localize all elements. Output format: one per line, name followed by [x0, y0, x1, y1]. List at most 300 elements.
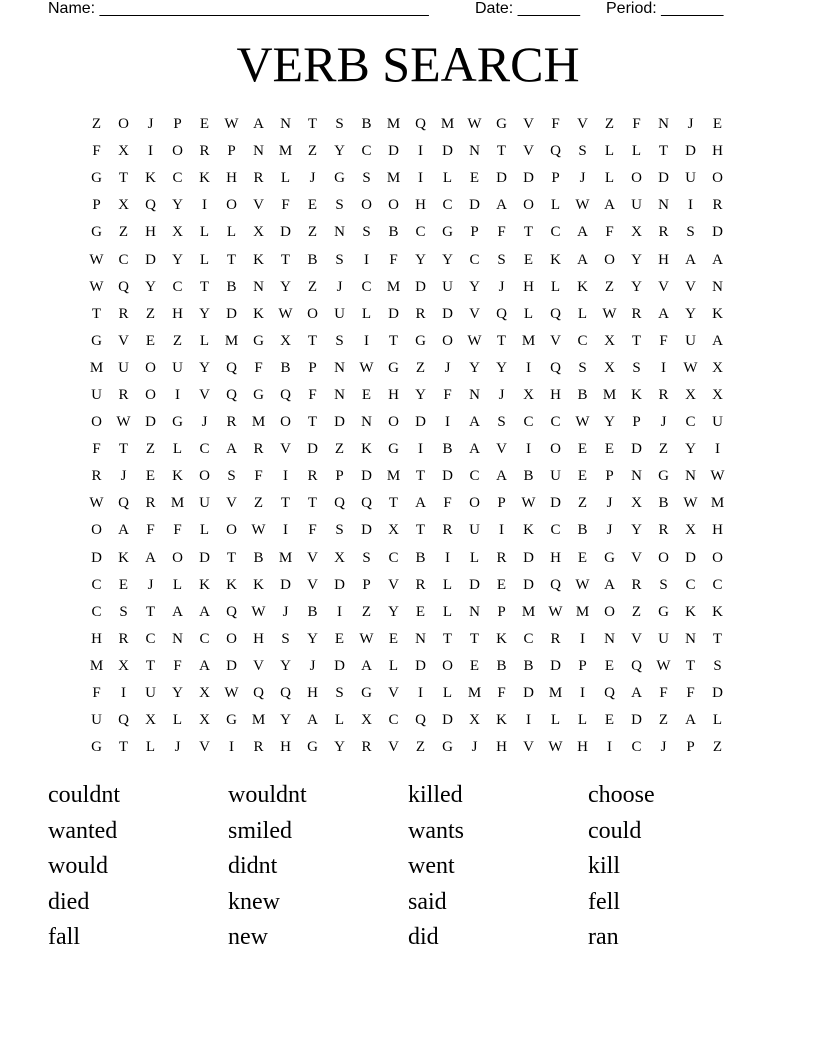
grid-letter[interactable]: D — [442, 305, 453, 322]
grid-letter[interactable]: T — [523, 224, 534, 241]
grid-letter[interactable]: B — [496, 657, 507, 674]
grid-letter[interactable]: E — [604, 441, 615, 458]
grid-letter[interactable]: I — [418, 441, 423, 458]
grid-letter[interactable]: R — [118, 630, 129, 647]
grid-letter[interactable]: S — [659, 576, 668, 593]
grid-letter[interactable]: A — [118, 522, 129, 539]
grid-letter[interactable]: K — [577, 278, 588, 295]
grid-letter[interactable]: M — [521, 332, 536, 349]
grid-letter[interactable]: Q — [631, 657, 642, 674]
grid-letter[interactable]: C — [415, 224, 426, 241]
grid-letter[interactable]: Y — [388, 603, 399, 620]
grid-letter[interactable]: Z — [658, 712, 669, 729]
grid-letter[interactable]: B — [226, 278, 237, 295]
grid-letter[interactable]: S — [227, 468, 236, 485]
grid-letter[interactable]: D — [145, 414, 156, 431]
grid-letter[interactable]: T — [118, 170, 129, 187]
grid-letter[interactable]: O — [226, 630, 237, 647]
grid-letter[interactable]: W — [548, 739, 563, 756]
grid-letter[interactable]: X — [631, 224, 642, 241]
grid-letter[interactable]: Z — [91, 116, 102, 133]
grid-letter[interactable]: F — [632, 116, 641, 133]
grid-letter[interactable]: H — [307, 685, 318, 702]
grid-letter[interactable]: C — [172, 170, 183, 187]
grid-letter[interactable]: E — [199, 116, 210, 133]
grid-letter[interactable]: I — [364, 332, 369, 349]
grid-letter[interactable]: P — [632, 414, 641, 431]
grid-letter[interactable]: J — [471, 739, 478, 756]
grid-letter[interactable]: A — [685, 712, 696, 729]
grid-letter[interactable]: G — [442, 224, 453, 241]
grid-letter[interactable]: G — [91, 224, 102, 241]
grid-letter[interactable]: A — [577, 251, 588, 268]
grid-letter[interactable]: D — [280, 224, 291, 241]
grid-letter[interactable]: L — [172, 576, 183, 593]
grid-letter[interactable]: I — [148, 143, 153, 160]
grid-letter[interactable]: D — [442, 712, 453, 729]
grid-letter[interactable]: P — [227, 143, 236, 160]
grid-letter[interactable]: G — [253, 386, 264, 403]
grid-letter[interactable]: Q — [118, 278, 129, 295]
grid-letter[interactable]: F — [308, 386, 317, 403]
grid-letter[interactable]: C — [685, 576, 696, 593]
grid-letter[interactable]: V — [685, 278, 696, 295]
grid-letter[interactable]: D — [685, 549, 696, 566]
grid-letter[interactable]: W — [683, 359, 698, 376]
grid-letter[interactable]: M — [467, 685, 482, 702]
grid-letter[interactable]: T — [307, 414, 318, 431]
grid-letter[interactable]: V — [118, 332, 129, 349]
grid-letter[interactable]: Z — [631, 603, 642, 620]
grid-letter[interactable]: Y — [631, 522, 642, 539]
grid-letter[interactable]: M — [224, 332, 239, 349]
grid-letter[interactable]: L — [388, 657, 399, 674]
grid-letter[interactable]: H — [712, 143, 723, 160]
grid-letter[interactable]: D — [334, 657, 345, 674]
grid-letter[interactable]: J — [282, 603, 289, 620]
grid-letter[interactable]: D — [658, 170, 669, 187]
grid-letter[interactable]: U — [91, 712, 102, 729]
grid-letter[interactable]: T — [469, 630, 480, 647]
grid-letter[interactable]: Q — [550, 305, 561, 322]
grid-letter[interactable]: R — [145, 495, 156, 512]
grid-letter[interactable]: R — [658, 386, 669, 403]
grid-letter[interactable]: I — [283, 522, 288, 539]
grid-letter[interactable]: U — [658, 630, 669, 647]
grid-letter[interactable]: M — [386, 170, 401, 187]
grid-letter[interactable]: X — [523, 386, 534, 403]
grid-letter[interactable]: W — [575, 414, 590, 431]
grid-letter[interactable]: X — [685, 522, 696, 539]
grid-letter[interactable]: P — [173, 116, 182, 133]
grid-letter[interactable]: Y — [172, 197, 183, 214]
grid-letter[interactable]: X — [118, 197, 129, 214]
grid-letter[interactable]: W — [89, 495, 104, 512]
grid-letter[interactable]: T — [307, 116, 318, 133]
grid-letter[interactable]: J — [174, 739, 181, 756]
grid-letter[interactable]: G — [91, 170, 102, 187]
grid-letter[interactable]: C — [685, 414, 696, 431]
grid-letter[interactable]: B — [253, 549, 264, 566]
grid-letter[interactable]: J — [309, 657, 316, 674]
grid-letter[interactable]: G — [361, 685, 372, 702]
grid-letter[interactable]: N — [334, 224, 345, 241]
grid-letter[interactable]: N — [685, 630, 696, 647]
grid-letter[interactable]: K — [712, 603, 723, 620]
grid-letter[interactable]: N — [172, 630, 183, 647]
grid-letter[interactable]: V — [388, 685, 399, 702]
grid-letter[interactable]: D — [415, 278, 426, 295]
grid-letter[interactable]: R — [307, 468, 318, 485]
grid-letter[interactable]: C — [388, 549, 399, 566]
grid-letter[interactable]: L — [577, 712, 588, 729]
grid-letter[interactable]: T — [280, 495, 291, 512]
grid-letter[interactable]: H — [712, 522, 723, 539]
grid-letter[interactable]: X — [361, 712, 372, 729]
grid-letter[interactable]: O — [523, 197, 534, 214]
grid-letter[interactable]: I — [499, 522, 504, 539]
grid-letter[interactable]: A — [226, 441, 237, 458]
grid-letter[interactable]: L — [604, 170, 615, 187]
grid-letter[interactable]: K — [685, 603, 696, 620]
grid-letter[interactable]: W — [224, 685, 239, 702]
grid-letter[interactable]: P — [497, 603, 506, 620]
grid-letter[interactable]: J — [498, 278, 505, 295]
grid-letter[interactable]: N — [280, 116, 291, 133]
grid-letter[interactable]: R — [442, 522, 453, 539]
grid-letter[interactable]: V — [523, 143, 534, 160]
grid-letter[interactable]: J — [606, 495, 613, 512]
grid-letter[interactable]: J — [309, 170, 316, 187]
grid-letter[interactable]: T — [118, 441, 129, 458]
grid-letter[interactable]: V — [307, 549, 318, 566]
grid-letter[interactable]: W — [251, 522, 266, 539]
grid-letter[interactable]: A — [469, 414, 480, 431]
grid-letter[interactable]: V — [199, 739, 210, 756]
grid-letter[interactable]: F — [281, 197, 290, 214]
grid-letter[interactable]: G — [253, 332, 264, 349]
grid-letter[interactable]: F — [605, 224, 614, 241]
grid-letter[interactable]: A — [496, 468, 507, 485]
grid-letter[interactable]: J — [201, 414, 208, 431]
grid-letter[interactable]: G — [442, 739, 453, 756]
grid-letter[interactable]: J — [606, 522, 613, 539]
grid-letter[interactable]: V — [388, 739, 399, 756]
grid-letter[interactable]: Y — [172, 251, 183, 268]
grid-letter[interactable]: X — [118, 657, 129, 674]
grid-letter[interactable]: O — [388, 414, 399, 431]
grid-letter[interactable]: C — [712, 576, 723, 593]
grid-letter[interactable]: T — [91, 305, 102, 322]
grid-letter[interactable]: Q — [550, 359, 561, 376]
grid-letter[interactable]: S — [119, 603, 128, 620]
grid-letter[interactable]: O — [469, 495, 480, 512]
grid-letter[interactable]: S — [497, 414, 506, 431]
grid-letter[interactable]: Q — [550, 143, 561, 160]
grid-letter[interactable]: Z — [145, 305, 156, 322]
grid-letter[interactable]: M — [278, 143, 293, 160]
grid-letter[interactable]: M — [548, 685, 563, 702]
grid-letter[interactable]: Q — [280, 685, 291, 702]
grid-letter[interactable]: I — [688, 197, 693, 214]
grid-letter[interactable]: K — [523, 522, 534, 539]
grid-letter[interactable]: Z — [415, 739, 426, 756]
grid-letter[interactable]: M — [575, 603, 590, 620]
grid-letter[interactable]: M — [278, 549, 293, 566]
grid-letter[interactable]: N — [469, 143, 480, 160]
grid-letter[interactable]: A — [199, 657, 210, 674]
grid-letter[interactable]: K — [631, 386, 642, 403]
grid-letter[interactable]: Y — [631, 278, 642, 295]
grid-letter[interactable]: L — [280, 170, 291, 187]
grid-letter[interactable]: V — [280, 441, 291, 458]
grid-letter[interactable]: N — [334, 386, 345, 403]
grid-letter[interactable]: I — [364, 251, 369, 268]
grid-letter[interactable]: C — [442, 197, 453, 214]
grid-letter[interactable]: L — [199, 522, 210, 539]
grid-letter[interactable]: G — [172, 414, 183, 431]
grid-letter[interactable]: U — [172, 359, 183, 376]
grid-letter[interactable]: O — [361, 197, 372, 214]
grid-letter[interactable]: T — [226, 251, 237, 268]
grid-letter[interactable]: I — [580, 685, 585, 702]
grid-letter[interactable]: I — [283, 468, 288, 485]
grid-letter[interactable]: D — [388, 143, 399, 160]
grid-letter[interactable]: I — [418, 170, 423, 187]
grid-letter[interactable]: C — [361, 143, 372, 160]
grid-letter[interactable]: H — [658, 251, 669, 268]
grid-letter[interactable]: F — [686, 685, 695, 702]
grid-letter[interactable]: Z — [604, 116, 615, 133]
grid-letter[interactable]: C — [388, 712, 399, 729]
grid-letter[interactable]: C — [199, 630, 210, 647]
grid-letter[interactable]: Y — [307, 630, 318, 647]
grid-letter[interactable]: T — [145, 603, 156, 620]
grid-letter[interactable]: R — [361, 739, 372, 756]
grid-letter[interactable]: E — [523, 251, 534, 268]
grid-letter[interactable]: K — [496, 630, 507, 647]
grid-letter[interactable]: D — [415, 414, 426, 431]
grid-letter[interactable]: F — [443, 495, 452, 512]
grid-letter[interactable]: L — [226, 224, 237, 241]
grid-letter[interactable]: V — [253, 197, 264, 214]
grid-letter[interactable]: T — [118, 739, 129, 756]
grid-letter[interactable]: I — [445, 414, 450, 431]
grid-letter[interactable]: B — [577, 522, 588, 539]
grid-letter[interactable]: I — [418, 685, 423, 702]
grid-letter[interactable]: N — [658, 197, 669, 214]
grid-letter[interactable]: L — [199, 251, 210, 268]
grid-letter[interactable]: A — [469, 441, 480, 458]
grid-letter[interactable]: S — [335, 685, 344, 702]
grid-letter[interactable]: Y — [415, 386, 426, 403]
grid-letter[interactable]: R — [253, 170, 264, 187]
grid-letter[interactable]: O — [604, 603, 615, 620]
grid-letter[interactable]: S — [335, 197, 344, 214]
grid-letter[interactable]: D — [442, 143, 453, 160]
grid-letter[interactable]: T — [631, 332, 642, 349]
grid-letter[interactable]: V — [388, 576, 399, 593]
grid-letter[interactable]: L — [550, 712, 561, 729]
grid-letter[interactable]: Z — [253, 495, 264, 512]
grid-letter[interactable]: R — [658, 522, 669, 539]
grid-letter[interactable]: W — [575, 197, 590, 214]
grid-letter[interactable]: Y — [496, 359, 507, 376]
grid-letter[interactable]: C — [172, 278, 183, 295]
grid-letter[interactable]: M — [89, 657, 104, 674]
grid-letter[interactable]: D — [631, 712, 642, 729]
grid-letter[interactable]: P — [578, 657, 587, 674]
grid-letter[interactable]: E — [604, 712, 615, 729]
grid-letter[interactable]: E — [712, 116, 723, 133]
grid-letter[interactable]: V — [631, 630, 642, 647]
grid-letter[interactable]: K — [145, 170, 156, 187]
grid-letter[interactable]: H — [172, 305, 183, 322]
grid-letter[interactable]: J — [579, 170, 586, 187]
grid-letter[interactable]: R — [658, 224, 669, 241]
grid-letter[interactable]: L — [631, 143, 642, 160]
grid-letter[interactable]: T — [388, 495, 399, 512]
grid-letter[interactable]: Q — [415, 116, 426, 133]
grid-letter[interactable]: Z — [307, 143, 318, 160]
grid-letter[interactable]: G — [415, 332, 426, 349]
grid-letter[interactable]: N — [712, 278, 723, 295]
grid-letter[interactable]: O — [280, 414, 291, 431]
grid-letter[interactable]: B — [280, 359, 291, 376]
grid-letter[interactable]: H — [280, 739, 291, 756]
grid-letter[interactable]: D — [712, 224, 723, 241]
grid-letter[interactable]: D — [550, 495, 561, 512]
grid-letter[interactable]: D — [226, 305, 237, 322]
grid-letter[interactable]: P — [497, 495, 506, 512]
grid-letter[interactable]: C — [550, 522, 561, 539]
grid-letter[interactable]: G — [91, 332, 102, 349]
grid-letter[interactable]: U — [199, 495, 210, 512]
grid-letter[interactable]: M — [170, 495, 185, 512]
grid-letter[interactable]: M — [89, 359, 104, 376]
grid-letter[interactable]: O — [118, 116, 129, 133]
grid-letter[interactable]: W — [278, 305, 293, 322]
grid-letter[interactable]: Q — [118, 495, 129, 512]
grid-letter[interactable]: D — [199, 549, 210, 566]
grid-letter[interactable]: Y — [685, 305, 696, 322]
grid-letter[interactable]: C — [631, 739, 642, 756]
grid-letter[interactable]: X — [712, 359, 723, 376]
grid-letter[interactable]: J — [444, 359, 451, 376]
grid-letter[interactable]: F — [659, 332, 668, 349]
grid-letter[interactable]: K — [199, 170, 210, 187]
grid-letter[interactable]: L — [469, 549, 480, 566]
grid-letter[interactable]: D — [469, 576, 480, 593]
grid-letter[interactable]: H — [145, 224, 156, 241]
grid-letter[interactable]: U — [118, 359, 129, 376]
grid-letter[interactable]: A — [631, 685, 642, 702]
grid-letter[interactable]: D — [226, 657, 237, 674]
grid-letter[interactable]: S — [686, 224, 695, 241]
grid-letter[interactable]: R — [631, 305, 642, 322]
grid-letter[interactable]: I — [607, 739, 612, 756]
grid-letter[interactable]: H — [253, 630, 264, 647]
grid-letter[interactable]: U — [145, 685, 156, 702]
grid-letter[interactable]: H — [388, 386, 399, 403]
grid-letter[interactable]: U — [91, 386, 102, 403]
grid-letter[interactable]: Y — [415, 251, 426, 268]
grid-letter[interactable]: V — [658, 278, 669, 295]
grid-letter[interactable]: T — [199, 278, 210, 295]
grid-letter[interactable]: T — [307, 495, 318, 512]
grid-letter[interactable]: N — [361, 414, 372, 431]
grid-letter[interactable]: A — [604, 576, 615, 593]
grid-letter[interactable]: V — [550, 332, 561, 349]
grid-letter[interactable]: R — [91, 468, 102, 485]
grid-letter[interactable]: B — [307, 603, 318, 620]
grid-letter[interactable]: E — [469, 170, 480, 187]
grid-letter[interactable]: H — [550, 549, 561, 566]
grid-letter[interactable]: Y — [604, 414, 615, 431]
grid-letter[interactable]: Y — [280, 712, 291, 729]
grid-letter[interactable]: G — [334, 170, 345, 187]
grid-letter[interactable]: O — [604, 251, 615, 268]
grid-letter[interactable]: I — [175, 386, 180, 403]
grid-letter[interactable]: B — [577, 386, 588, 403]
grid-letter[interactable]: N — [658, 116, 669, 133]
grid-letter[interactable]: Z — [118, 224, 129, 241]
grid-letter[interactable]: I — [445, 549, 450, 566]
grid-letter[interactable]: U — [550, 468, 561, 485]
grid-letter[interactable]: D — [523, 549, 534, 566]
grid-letter[interactable]: M — [251, 414, 266, 431]
grid-letter[interactable]: E — [577, 441, 588, 458]
grid-letter[interactable]: R — [118, 305, 129, 322]
grid-letter[interactable]: D — [550, 657, 561, 674]
grid-letter[interactable]: C — [199, 441, 210, 458]
grid-letter[interactable]: C — [469, 251, 480, 268]
grid-letter[interactable]: U — [469, 522, 480, 539]
grid-letter[interactable]: F — [497, 224, 506, 241]
grid-letter[interactable]: W — [359, 630, 374, 647]
grid-letter[interactable]: L — [442, 170, 453, 187]
grid-letter[interactable]: E — [145, 468, 156, 485]
grid-letter[interactable]: G — [496, 116, 507, 133]
grid-letter[interactable]: K — [361, 441, 372, 458]
grid-letter[interactable]: R — [496, 549, 507, 566]
grid-letter[interactable]: K — [226, 576, 237, 593]
grid-letter[interactable]: U — [712, 414, 723, 431]
grid-letter[interactable]: E — [604, 657, 615, 674]
grid-letter[interactable]: N — [685, 468, 696, 485]
grid-letter[interactable]: R — [631, 576, 642, 593]
grid-letter[interactable]: Q — [550, 576, 561, 593]
grid-letter[interactable]: U — [685, 170, 696, 187]
grid-letter[interactable]: J — [660, 739, 667, 756]
grid-letter[interactable]: S — [335, 332, 344, 349]
grid-letter[interactable]: C — [118, 251, 129, 268]
grid-letter[interactable]: D — [361, 522, 372, 539]
grid-letter[interactable]: O — [442, 332, 453, 349]
grid-letter[interactable]: I — [202, 197, 207, 214]
grid-letter[interactable]: H — [496, 739, 507, 756]
grid-letter[interactable]: W — [89, 278, 104, 295]
grid-letter[interactable]: Q — [118, 712, 129, 729]
grid-letter[interactable]: A — [415, 495, 426, 512]
grid-letter[interactable]: F — [497, 685, 506, 702]
grid-letter[interactable]: Q — [415, 712, 426, 729]
grid-letter[interactable]: T — [226, 549, 237, 566]
grid-letter[interactable]: Y — [631, 251, 642, 268]
grid-letter[interactable]: L — [334, 712, 345, 729]
grid-letter[interactable]: H — [226, 170, 237, 187]
grid-letter[interactable]: A — [145, 549, 156, 566]
